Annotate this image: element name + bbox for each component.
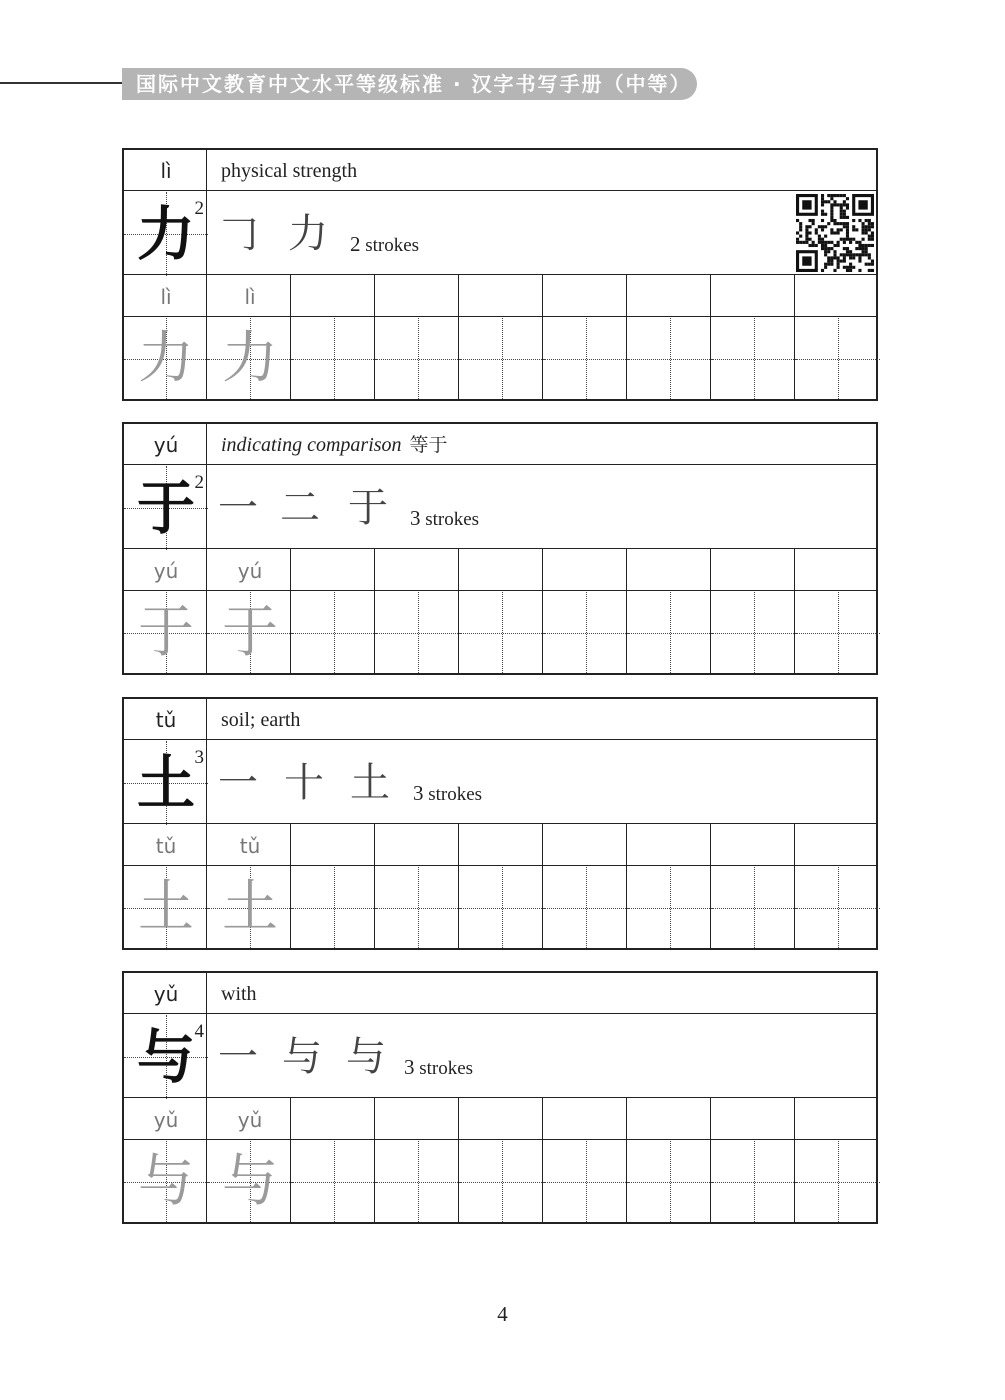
practice-cell[interactable] (292, 1141, 376, 1222)
practice-cell[interactable] (460, 867, 544, 948)
practice-cell[interactable] (460, 592, 544, 673)
practice-cell[interactable] (628, 592, 712, 673)
guide-line (838, 318, 839, 399)
trace-character: 土 (138, 875, 194, 940)
guide-line (418, 867, 419, 948)
guide-line (502, 1141, 503, 1222)
character-entry (122, 697, 878, 950)
trace-character: 与 (222, 1149, 278, 1214)
entry-meaning (221, 973, 257, 1015)
guide-line (838, 867, 839, 948)
main-character: 土 (136, 749, 195, 817)
guide-line (418, 318, 419, 399)
qr-code (796, 194, 874, 272)
practice-cell[interactable] (796, 1141, 880, 1222)
practice-cell[interactable] (544, 592, 628, 673)
header-title: 国际中文教育中文水平等级标准 · 汉字书写手册（中等） (122, 68, 697, 100)
trace-character: 土 (222, 875, 278, 940)
guide-line (418, 592, 419, 673)
practice-cell[interactable] (712, 318, 796, 399)
guide-line (586, 1141, 587, 1222)
entry-pinyin: yǔ (153, 982, 179, 1006)
page-number: 4 (497, 1302, 508, 1326)
trace-character: 力 (138, 326, 194, 391)
stroke-step: 力 (288, 211, 328, 257)
character-entry (122, 422, 878, 675)
level-number: 4 (194, 1021, 204, 1042)
practice-cell[interactable] (628, 1141, 712, 1222)
practice-pinyin: yǔ (237, 1108, 263, 1132)
stroke-count (350, 232, 419, 257)
entry-pinyin: lì (160, 159, 172, 183)
character-entry (122, 148, 878, 401)
stroke-count (404, 1055, 473, 1080)
stroke-count-label: strokes (365, 235, 420, 256)
guide-line (586, 867, 587, 948)
stroke-order (208, 1015, 876, 1099)
practice-cell[interactable] (628, 318, 712, 399)
guide-line (334, 318, 335, 399)
header-rule (0, 82, 124, 84)
level-number: 2 (194, 472, 204, 493)
stroke-count-number: 3 (413, 781, 424, 805)
practice-cell[interactable] (124, 318, 208, 399)
stroke-step: 土 (350, 760, 390, 806)
guide-line (586, 318, 587, 399)
entry-pinyin: tǔ (155, 708, 177, 732)
trace-character: 于 (222, 600, 278, 665)
practice-cell[interactable] (628, 867, 712, 948)
guide-line (334, 592, 335, 673)
practice-pinyin: yú (153, 559, 179, 583)
stroke-step: 二 (280, 485, 320, 531)
guide-line (838, 592, 839, 673)
guide-line (418, 1141, 419, 1222)
stroke-count-number: 2 (350, 232, 361, 256)
practice-cell[interactable] (124, 867, 208, 948)
practice-cell[interactable] (796, 867, 880, 948)
practice-cell[interactable] (292, 867, 376, 948)
practice-cell[interactable] (712, 867, 796, 948)
meaning-text: physical strength (221, 160, 358, 182)
stroke-step: 𠃌 (218, 211, 258, 257)
practice-cell[interactable] (460, 1141, 544, 1222)
stroke-step: 十 (284, 760, 324, 806)
practice-cell[interactable] (292, 592, 376, 673)
guide-line (670, 592, 671, 673)
guide-line (586, 592, 587, 673)
practice-cell[interactable] (124, 1141, 208, 1222)
guide-line (334, 1141, 335, 1222)
trace-character: 于 (138, 600, 194, 665)
practice-cell[interactable] (376, 1141, 460, 1222)
guide-line (754, 592, 755, 673)
stroke-count-label: strokes (428, 784, 483, 805)
practice-pinyin: tǔ (239, 834, 261, 858)
stroke-order (208, 192, 876, 276)
guide-line (670, 318, 671, 399)
main-character: 与 (136, 1023, 195, 1091)
meaning-text: soil; earth (221, 709, 301, 731)
practice-cell[interactable] (376, 318, 460, 399)
guide-line (754, 318, 755, 399)
level-number: 3 (194, 747, 204, 768)
level-number: 2 (194, 198, 204, 219)
practice-cell[interactable] (292, 318, 376, 399)
stroke-count-label: strokes (419, 1058, 474, 1079)
guide-line (670, 1141, 671, 1222)
stroke-order (208, 741, 876, 825)
practice-pinyin: lì (244, 285, 256, 309)
stroke-count-label: strokes (425, 509, 480, 530)
guide-line (502, 867, 503, 948)
trace-character: 与 (138, 1149, 194, 1214)
stroke-step: 与 (346, 1034, 386, 1080)
guide-line (670, 867, 671, 948)
guide-line (838, 1141, 839, 1222)
practice-cell[interactable] (796, 592, 880, 673)
meaning-chinese: 等于 (409, 434, 448, 456)
stroke-step: 与 (282, 1034, 322, 1080)
entry-pinyin: yú (153, 433, 179, 457)
meaning-italic: indicating comparison (221, 434, 402, 456)
entry-meaning (221, 150, 357, 192)
guide-line (334, 867, 335, 948)
practice-cell[interactable] (544, 867, 628, 948)
practice-pinyin: lì (160, 285, 172, 309)
meaning-text: with (221, 983, 257, 1005)
main-character: 于 (136, 474, 195, 542)
main-character: 力 (136, 200, 195, 268)
practice-cell[interactable] (208, 867, 292, 948)
stroke-count (410, 506, 479, 531)
stroke-step: 一 (218, 760, 258, 806)
guide-line (502, 318, 503, 399)
stroke-count-number: 3 (404, 1055, 415, 1079)
guide-line (754, 867, 755, 948)
practice-cell[interactable] (376, 867, 460, 948)
practice-cell[interactable] (208, 1141, 292, 1222)
practice-cell[interactable] (208, 592, 292, 673)
guide-line (754, 1141, 755, 1222)
entry-meaning (221, 699, 300, 741)
stroke-step: 一 (218, 485, 258, 531)
practice-cell[interactable] (124, 592, 208, 673)
practice-cell[interactable] (712, 1141, 796, 1222)
stroke-count (413, 781, 482, 806)
practice-cell[interactable] (544, 1141, 628, 1222)
stroke-step: 于 (348, 485, 388, 531)
guide-line (502, 592, 503, 673)
practice-cell[interactable] (544, 318, 628, 399)
entry-meaning (221, 424, 448, 466)
practice-cell[interactable] (712, 592, 796, 673)
practice-pinyin: tǔ (155, 834, 177, 858)
stroke-step: 一 (218, 1034, 258, 1080)
character-entry (122, 971, 878, 1224)
practice-cell[interactable] (460, 318, 544, 399)
practice-pinyin: yǔ (153, 1108, 179, 1132)
practice-cell[interactable] (376, 592, 460, 673)
practice-cell[interactable] (796, 318, 880, 399)
main-character-cell (124, 466, 208, 550)
practice-pinyin: yú (237, 559, 263, 583)
main-character-cell (124, 741, 208, 825)
main-character-cell (124, 192, 208, 276)
trace-character: 力 (222, 326, 278, 391)
stroke-order (208, 466, 876, 550)
practice-cell[interactable] (208, 318, 292, 399)
main-character-cell (124, 1015, 208, 1099)
stroke-count-number: 3 (410, 506, 421, 530)
